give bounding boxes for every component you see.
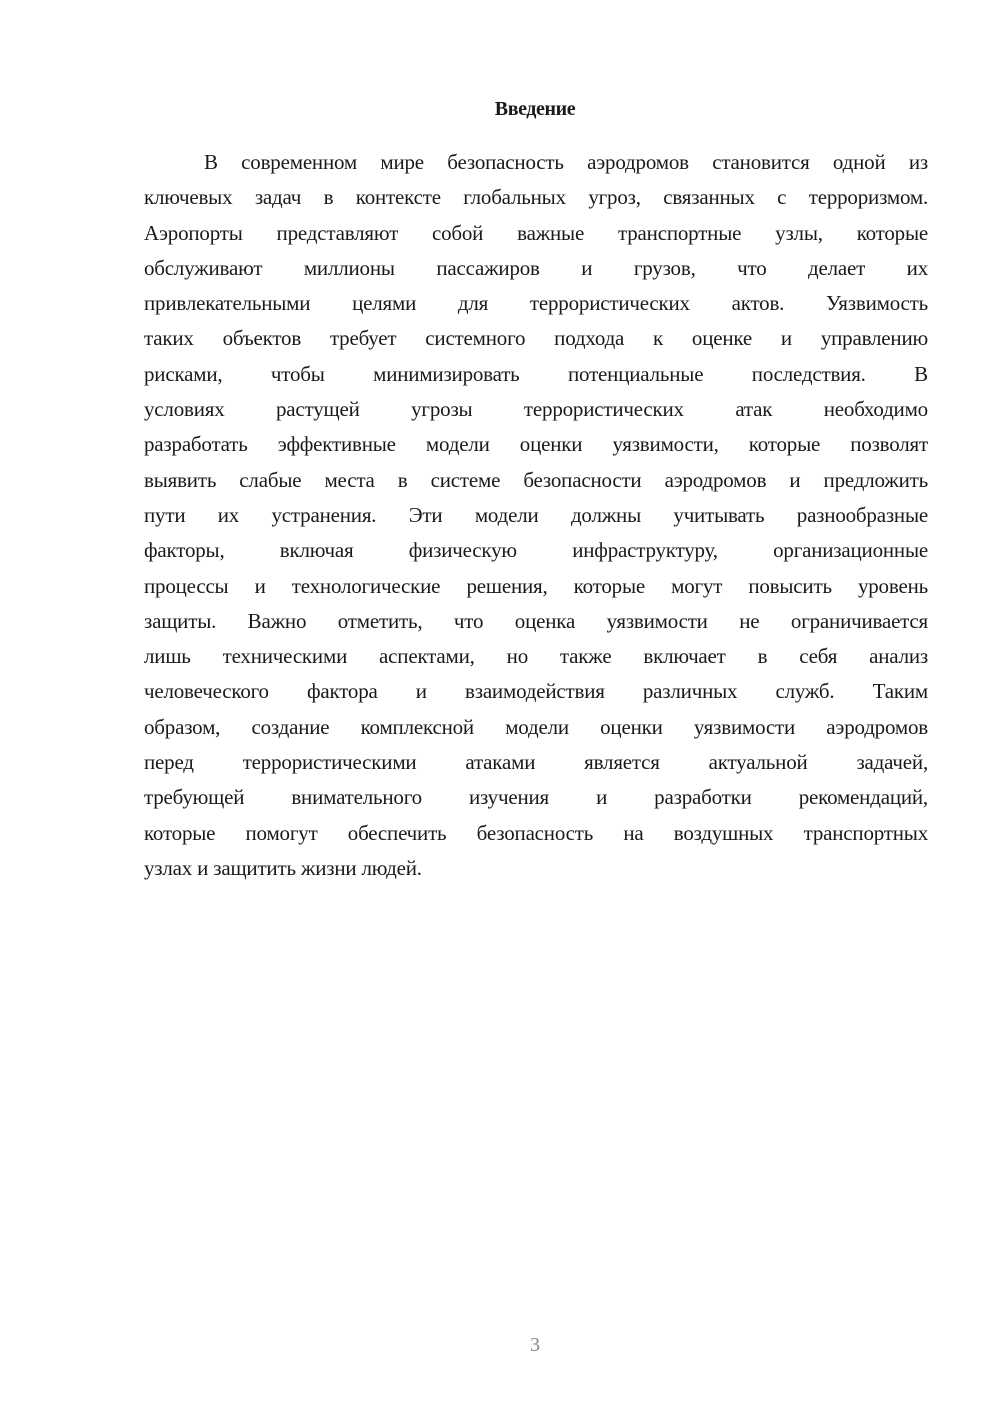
paragraph-line: В современном мире безопасность аэродромов становится одной из bbox=[204, 150, 928, 174]
paragraph-line: перед террористическими атаками является актуальной задачей, bbox=[144, 750, 928, 775]
paragraph-line: условиях растущей угрозы террористических атак необходимо bbox=[144, 397, 928, 422]
paragraph-line: требующей внимательного изучения и разработки рекомендаций, bbox=[144, 785, 928, 810]
page-number: 3 bbox=[530, 1334, 540, 1356]
paragraph-line: факторы, включая физическую инфраструктуру, организационные bbox=[144, 538, 928, 563]
paragraph-line: рисками, чтобы минимизировать потенциальные последствия. В bbox=[144, 361, 928, 386]
paragraph-line: которые помогут обеспечить безопасность на воздушных транспортных bbox=[144, 820, 928, 845]
intro-paragraph bbox=[144, 145, 928, 886]
paragraph-line: обслуживают миллионы пассажиров и грузов, что делает их bbox=[144, 255, 928, 280]
paragraph-line: ключевых задач в контексте глобальных угроз, связанных с терроризмом. bbox=[144, 185, 928, 210]
paragraph-line: разработать эффективные модели оценки уязвимости, которые позволят bbox=[144, 432, 928, 457]
paragraph-line: защиты. Важно отметить, что оценка уязвимости не ограничивается bbox=[144, 608, 928, 633]
paragraph-line: человеческого фактора и взаимодействия различных служб. Таким bbox=[144, 679, 928, 704]
paragraph-line: образом, создание комплексной модели оценки уязвимости аэродромов bbox=[144, 714, 928, 739]
paragraph-line: узлах и защитить жизни людей. bbox=[144, 855, 422, 880]
paragraph-line: процессы и технологические решения, которые могут повысить уровень bbox=[144, 573, 928, 598]
paragraph-line: привлекательными целями для террористических актов. Уязвимость bbox=[144, 291, 928, 316]
paragraph-line: пути их устранения. Эти модели должны учитывать разнообразные bbox=[144, 502, 928, 527]
paragraph-line: Аэропорты представляют собой важные транспортные узлы, которые bbox=[144, 220, 928, 245]
paragraph-line: таких объектов требует системного подхода к оценке и управлению bbox=[144, 326, 928, 351]
section-title: Введение bbox=[494, 98, 576, 120]
paragraph-line: лишь техническими аспектами, но также включает в себя анализ bbox=[144, 644, 928, 669]
paragraph-line: выявить слабые места в системе безопасности аэродромов и предложить bbox=[144, 467, 928, 492]
